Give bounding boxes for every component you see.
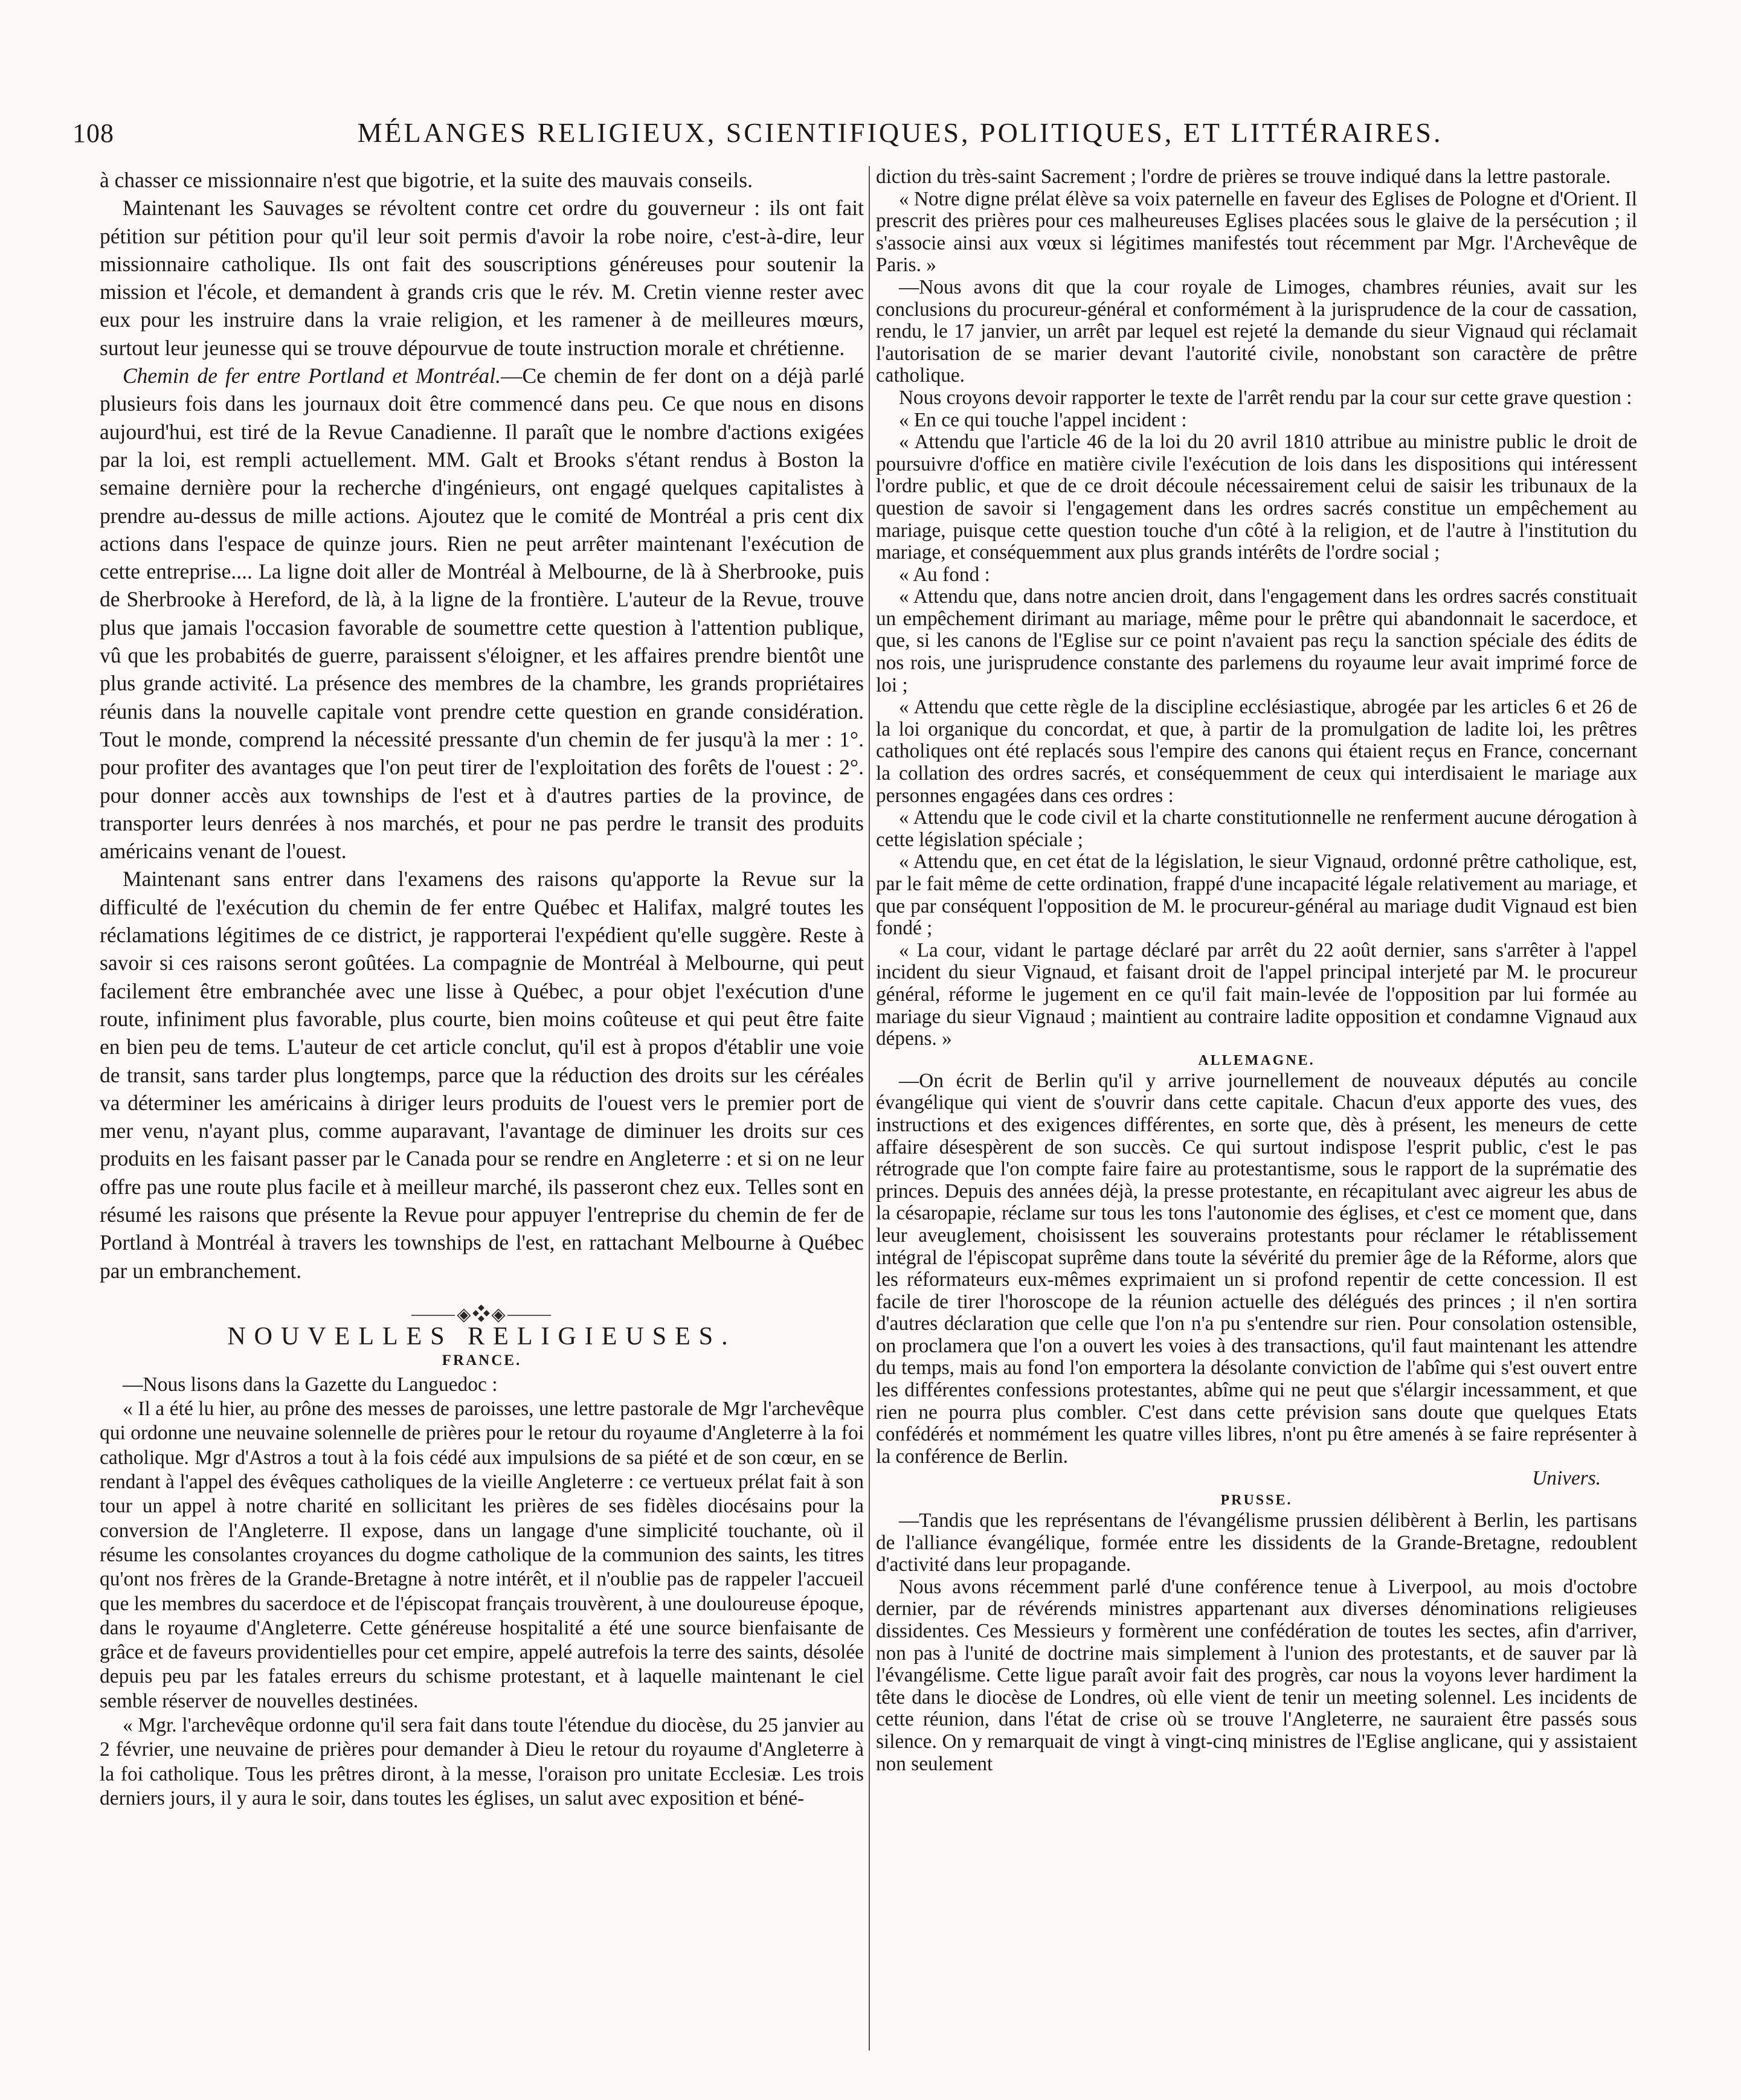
paragraph: —Nous avons dit que la cour royale de Limoges, chambres réunies, avait sur les conclusions du procureur-général et conformément à la jurisprudence de la cour de cassation, rendu, le 17 janvier, un arrêt par lequel est rejeté la demande du sieur Vignaud qui réclamait l'autorisation de se marier devant l'autorité civile, nonobstant son caractère de prêtre catholique. — [876, 275, 1637, 387]
paragraph: « Attendu que cette règle de la discipline ecclésiastique, abrogée par les articles 6 et 26 de la loi organique du concordat, et que, à partir de la promulgation de ladite loi, les prêtres catholiques ont été replacés sous l'empire des canons qui étaient reçus en France, concernant la collation des ordres sacrés, et conséquemment de ceux qui interdisaient le mariage aux personnes engagées dans ces ordres : — [876, 696, 1637, 807]
paragraph: « Attendu que, dans notre ancien droit, dans l'engagement dans les ordres sacrés constituait un empêchement dirimant au mariage, même pour le prêtre qui abandonnait le sacerdoce, et que, si les canons de l'Eglise sur ce point n'avaient pas reçu la sanction spéciale des édits de nos rois, une jurisprudence constante des parlemens du royaume leur avait imprimé force de loi ; — [876, 585, 1637, 696]
paragraph: « Attendu que, en cet état de la législation, le sieur Vignaud, ordonné prêtre catholique, est, par le fait même de cette ordination, frappé d'une incapacité légale relativement au mariage, et que par conséquent l'opposition de M. le procureur-général au mariage dudit Vignaud est bien fondé ; — [876, 850, 1637, 940]
article-lead: Chemin de fer entre Portland et Montréal. — [123, 364, 501, 388]
subsection-title-france: FRANCE. — [442, 1352, 522, 1369]
paragraph: Nous avons récemment parlé d'une conférence tenue à Liverpool, au mois d'octobre dernier, par de révérends ministres appartenant aux diverses dénominations religieuses dissidentes. Ces Messieurs y formèrent une confédération de toutes les sectes, afin d'arriver, non pas à l'unité de doctrine mais simplement à l'union des protestants, et de sauver par là l'évangélisme. Cette ligue paraît avoir fait des progrès, car nous la voyons lever hardiment la tête dans le diocèse de Londres, où elle vient de tenir un meeting solennel. Les incidents de cette réunion, dans l'état de crise où se trouve l'Angleterre, ne sauraient être passés sous silence. On y remarquait de vingt à vingt-cinq ministres de l'Eglise anglicane, qui y assistaient non seulement — [876, 1575, 1637, 1775]
paragraph: « Il a été lu hier, au prône des messes de paroisses, une lettre pastorale de Mgr l'archevêque qui ordonne une neuvaine solennelle de prières pour le retour du royaume d'Angleterre à la foi catholique. Mgr d'Astros a tout à la fois cédé aux impulsions de sa piété et de son cœur, en se rendant à l'appel des évêques catholiques de la vieille Angleterre : ce vertueux prélat fait à son tour un appel à notre charité en sollicitant les prières de ses fidèles diocésains pour la conversion de l'Angleterre. Il expose, dans un langage d'une simplicité touchante, où il résume les consolantes croyances du dogme catholique de la communion des saints, les titres qu'ont nos frères de la Grande-Bretagne à notre intérêt, et il n'oublie pas de rappeler l'accueil que les membres du sacerdoce et de l'épiscopat français trouvèrent, à une douloureuse époque, dans le royaume d'Angleterre. Cette généreuse hospitalité a été une source bienfaisante de grâce et de faveurs providentielles pour cet empire, appelé autrefois la terre des saints, désolée depuis peu par les fatales erreurs du schisme protestant, et à laquelle maintenant le ciel semble réserver de nouvelles destinées. — [100, 1398, 864, 1712]
paragraph: —Tandis que les représentans de l'évangélisme prussien délibèrent à Berlin, les partisans de l'alliance évangélique, formée entre les dissidents de la Grande-Bretagne, redoublent d'activité dans leur propagande. — [876, 1509, 1637, 1576]
paragraph: « Au fond : — [899, 563, 990, 586]
paragraph: « La cour, vidant le partage déclaré par arrêt du 22 août dernier, sans s'arrêter à l'appel incident du sieur Vignaud, et faisant droit de l'appel principal interjeté par M. le procureur général, réforme le jugement en ce qu'il fait main-levée de l'opposition par lui formée au mariage du sieur Vignaud ; maintient au contraire ladite opposition et condamne Vignaud aux dépens. » — [876, 939, 1637, 1050]
paragraph: « Attendu que l'article 46 de la loi du 20 avril 1810 attribue au ministre public le droit de poursuivre d'office en matière civile l'exécution de lois dans les dispositions qui intéressent l'ordre public, et que de ce droit découle nécessairement celui de saisir les tribunaux de la question de savoir si l'engagement dans les ordres sacrés constitue un empêchement au mariage, puisque cette question touche d'un côté à la religion, et de l'autre à l'institution du mariage, et conséquemment aux plus grands intérêts de l'ordre social ; — [876, 431, 1637, 564]
ornament-divider: ⸻◈❖◈⸻ — [410, 1304, 553, 1325]
article-text: —Ce chemin de fer dont on a déjà parlé plusieurs fois dans les journaux doit être commencé dans peu. Ce que nous en disons aujourd'hui, est tiré de la Revue Canadienne. Il paraît que le nombre d'actions exigées par la loi, est rempli actuellement. MM. Galt et Brooks s'étant rendus à Boston la semaine dernière pour la recherche d'ingénieurs, ont engagé quelques capitalistes à prendre au-dessus de mille actions. Ajoutez que le comité de Montréal a pris cent dix actions dans l'espace de quinze jours. Rien ne peut arrêter maintenant l'exécution de cette entreprise.... La ligne doit aller de Montréal à Melbourne, de là à Sherbrooke, puis de Sherbrooke à Hereford, de là, à la ligne de la frontière. L'auteur de la Revue, trouve plus que jamais l'occasion favorable de soumettre cette question à l'attention publique, vû que les probabités de guerre, paraissent s'éloigner, et les affaires prendre bientôt une plus grande activité. La présence des membres de la chambre, les grands propriétaires réunis dans la nouvelle capitale vont prendre cette question en grande considération. Tout le monde, comprend la nécessité pressante d'un chemin de fer jusqu'à la mer : 1°. pour profiter des avantages que l'on peut tirer de l'exploitation des forêts de l'ouest : 2°. pour donner accès aux townships de l'est et à d'autres parties de la province, de transporter leurs denrées à nos marchés, et pour ne pas perdre le transit des produits américains venant de l'ouest. — [100, 364, 864, 864]
paragraph: Maintenant les Sauvages se révoltent contre cet ordre du gouverneur : ils ont fait pétition sur pétition pour qu'il leur soit permis d'avoir la robe noire, c'est-à-dire, leur missionnaire catholique. Ils ont fait des souscriptions généreuses pour soutenir la mission et l'école, et demandent à grands cris que le rév. M. Cretin vienne rester avec eux pour les instruire dans la vraie religion, et les ramener à de meilleures mœurs, surtout leur jeunesse qui se trouve dépourvue de toute instruction morale et chrétienne. — [100, 196, 864, 360]
paragraph: « Mgr. l'archevêque ordonne qu'il sera fait dans toute l'étendue du diocèse, du 25 janvier au 2 février, une neuvaine de prières pour demander à Dieu le retour du royaume d'Angleterre à la foi catholique. Tous les prêtres diront, à la messe, l'oraison pro unitate Ecclesiæ. Les trois derniers jours, il y aura le soir, dans toutes les églises, un salut avec exposition et béné- — [100, 1714, 864, 1809]
paragraph: Nous croyons devoir rapporter le texte de l'arrêt rendu par la cour sur cette grave question : — [899, 386, 1632, 409]
paragraph: « Attendu que le code civil et la charte constitutionnelle ne renferment aucune dérogation à cette législation spéciale ; — [876, 806, 1637, 851]
left-column — [100, 166, 864, 1811]
page-number: 108 — [72, 118, 114, 148]
paragraph: —Nous lisons dans la Gazette du Languedoc : — [123, 1373, 498, 1396]
subsection-title-allemagne: ALLEMAGNE. — [1198, 1052, 1315, 1068]
paragraph: « Notre digne prélat élève sa voix paternelle en faveur des Eglises de Pologne et d'Orient. Il prescrit des prières pour ces malheureuses Eglises placées sous le glaive de la persécution ; il s'associe ainsi aux vœux si légitimes manifestés tout récemment par Mgr. l'Archevêque de Paris. » — [876, 187, 1637, 277]
paragraph: à chasser ce missionnaire n'est que bigotrie, et la suite des mauvais conseils. — [100, 168, 753, 192]
paragraph: —On écrit de Berlin qu'il y arrive journellement de nouveaux députés au concile évangélique qui vient de s'ouvrir dans cette capitale. Chacun d'eux apporte des vues, des instructions et des exigences différentes, en sorte que, dès à présent, les meneurs de cette affaire désespèrent de son succès. Ce qui surtout indispose l'esprit public, c'est le pas rétrograde que l'on compte faire faire au protestantisme, sous le rapport de la suprématie des princes. Depuis des années déjà, la presse protestante, en récapitulant avec aigreur les abus de la césaropapie, réclame sur tous les tons l'autonomie des églises, et c'est ce moment que, dans leur aveuglement, choisissent les souverains protestants pour réclamer le rétablissement intégral de l'épiscopat suprême dans toute la sévérité du premier âge de la Réforme, alors que les réformateurs eux-mêmes exprimaient un si profond repentir de cette concession. Il est facile de tirer l'horoscope de la réunion actuelle des délégués des princes ; il n'en sortira d'autres déclaration que celle que l'on n'a pu s'entendre sur rien. Pour consolation ostensible, on proclamera que l'on a ouvert les voies à des transactions, qu'il faut maintenant les attendre du temps, mais au fond l'on emportera la désolante conviction de l'abîme qui s'est ouvert entre les différentes confessions protestantes, abîme qui ne peut que s'élargir incessamment, et que rien ne pourra plus combler. C'est dans cette prévision sans doute que quelques Etats confédérés et nommément les quatre villes libres, n'ont pu être amenés à se faire représenter à la conférence de Berlin. — [876, 1069, 1637, 1468]
source-signature: Univers. — [1532, 1467, 1601, 1490]
section-title: NOUVELLES RELIGIEUSES. — [227, 1322, 736, 1350]
paragraph: diction du très-saint Sacrement ; l'ordre de prières se trouve indiqué dans la lettre pastorale. — [876, 165, 1611, 188]
paragraph: « En ce qui touche l'appel incident : — [899, 408, 1187, 431]
page-header — [72, 112, 1625, 160]
running-title: MÉLANGES RELIGIEUX, SCIENTIFIQUES, POLITIQUES, ET LITTÉRAIRES. — [357, 117, 1443, 148]
right-column — [876, 166, 1637, 1775]
subsection-title-prusse: PRUSSE. — [1220, 1492, 1293, 1509]
paragraph — [100, 362, 864, 865]
paragraph: Maintenant sans entrer dans l'examens des raisons qu'apporte la Revue sur la difficulté de l'exécution du chemin de fer entre Québec et Halifax, malgré toutes les réclamations légitimes de ce district, je rapporterai l'expédient qu'elle suggère. Reste à savoir si ces raisons seront goûtées. La compagnie de Montréal à Melbourne, qui peut facilement être embranchée avec une lisse à Québec, a pour objet l'exécution d'une route, infiniment plus favorable, plus courte, bien moins coûteuse et qui peut être faite en bien peu de tems. L'auteur de cet article conclut, qu'il est à propos d'établir une voie de transit, sans tarder plus longtemps, parce que la réduction des droits sur les céréales va déterminer les américains à diriger leurs produits de l'ouest vers le premier port de mer venu, n'ayant plus, comme auparavant, l'avantage de diminuer les droits sur ces produits en les faisant passer par le Canada pour se rendre en Angleterre : et si on ne leur offre pas une route plus facile et à meilleur marché, ils passeront chez eux. Telles sont en résumé les raisons que présente la Revue pour appuyer l'entreprise du chemin de fer de Portland à Montréal à travers les townships de l'est, en rattachant Melbourne à Québec par un embranchement. — [100, 867, 864, 1283]
column-divider — [869, 166, 870, 2050]
